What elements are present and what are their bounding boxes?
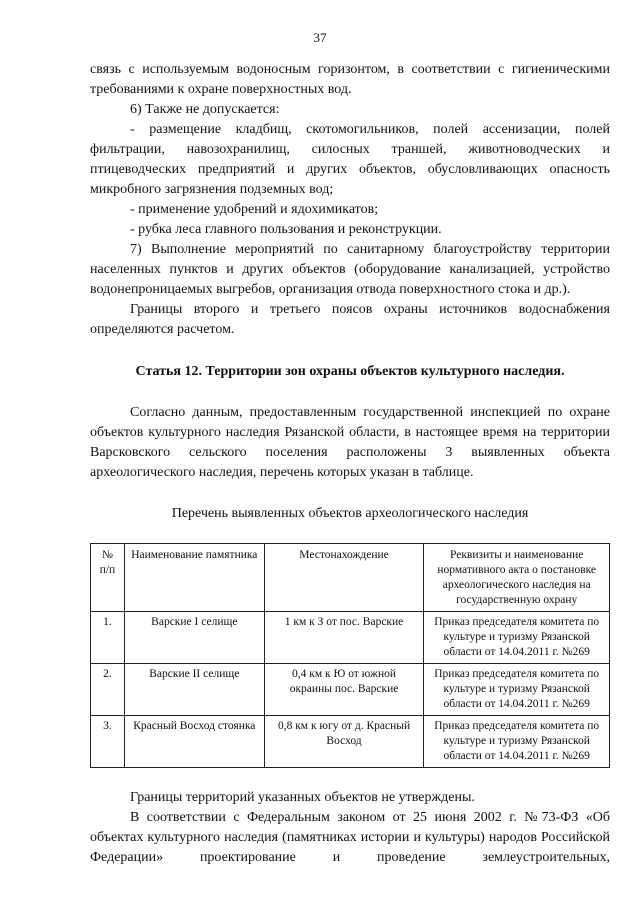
paragraph: - размещение кладбищ, скотомогильников, полей ассенизации, полей фильтрации, навозохранилищ, силосных траншей, животноводческих и птицеводческих предприятий и других объектов, обусловливающих опасность микробного загрязнения подземных вод;	[90, 122, 610, 197]
article-heading: Статья 12. Территории зон охраны объектов культурного наследия.	[135, 364, 565, 379]
cell-num: 3.	[91, 716, 125, 768]
paragraph: - рубка леса главного пользования и реконструкции.	[130, 222, 442, 237]
paragraph: Границы территорий указанных объектов не утверждены.	[130, 790, 475, 805]
header-num: № п/п	[91, 544, 125, 612]
cell-location: 1 км к З от пос. Варские	[264, 612, 424, 664]
paragraph: 7) Выполнение мероприятий по санитарному благоустройству территории населенных пунктов и других объектов (оборудование канализацией, устройство водонепроницаемых выгребов, организация отвода поверхностного стока и др.).	[90, 242, 610, 297]
cell-name: Варские II селище	[124, 664, 264, 716]
cell-act: Приказ председателя комитета по культуре и туризму Рязанской области от 14.04.2011 г. №269	[424, 612, 610, 664]
header-location: Местонахождение	[264, 544, 424, 612]
paragraph: связь с используемым водоносным горизонтом, в соответствии с гигиеническими требованиями к охране поверхностных вод.	[90, 62, 610, 97]
paragraph: - применение удобрений и ядохимикатов;	[130, 202, 379, 217]
table-row	[91, 664, 610, 716]
paragraph: 6) Также не допускается:	[130, 102, 280, 117]
cell-location: 0,8 км к югу от д. Красный Восход	[264, 716, 424, 768]
table-row	[91, 612, 610, 664]
cell-act: Приказ председателя комитета по культуре и туризму Рязанской области от 14.04.2011 г. №269	[424, 716, 610, 768]
cell-name: Красный Восход стоянка	[124, 716, 264, 768]
paragraph: Согласно данным, предоставленным государственной инспекцией по охране объектов культурного наследия Рязанской области, в настоящее время на территории Варсковского сельского поселения расположены 3 выявленных объекта археологического наследия, перечень которых указан в таблице.	[90, 405, 610, 480]
table-caption: Перечень выявленных объектов археологического наследия	[171, 506, 529, 521]
paragraph: Границы второго и третьего поясов охраны источников водоснабжения определяются расчетом.	[90, 302, 610, 337]
heritage-table	[90, 543, 610, 768]
cell-location: 0,4 км к Ю от южной окраины пос. Варские	[264, 664, 424, 716]
cell-act: Приказ председателя комитета по культуре и туризму Рязанской области от 14.04.2011 г. №269	[424, 664, 610, 716]
cell-name: Варские I селище	[124, 612, 264, 664]
header-act: Реквизиты и наименование нормативного акта о постановке археологического наследия на государственную охрану	[424, 544, 610, 612]
table-header-row	[91, 544, 610, 612]
page-number: 37	[313, 30, 327, 45]
paragraph: В соответствии с Федеральным законом от 25 июня 2002 г. №73-ФЗ «Об объектах культурного наследия (памятниках истории и культуры) народов Российской Федерации» проектирование и проведение землеустроительных,	[90, 810, 610, 865]
table-row	[91, 716, 610, 768]
cell-num: 1.	[91, 612, 125, 664]
page-body	[90, 60, 610, 868]
header-name: Наименование памятника	[124, 544, 264, 612]
cell-num: 2.	[91, 664, 125, 716]
